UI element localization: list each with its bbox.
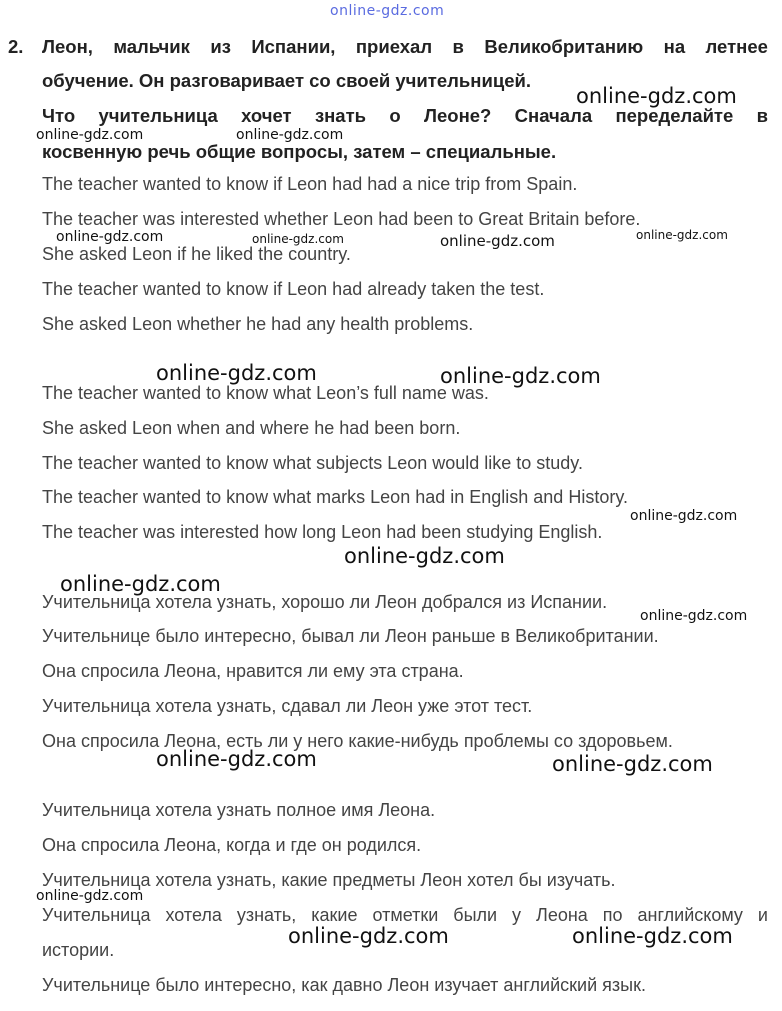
word: приехал bbox=[355, 36, 433, 57]
watermark: online-gdz.com bbox=[576, 84, 737, 108]
watermark: online-gdz.com bbox=[440, 364, 601, 388]
word: хочет bbox=[241, 105, 292, 126]
answer-line: She asked Leon if he liked the country. bbox=[42, 244, 351, 264]
watermark: online-gdz.com bbox=[288, 924, 449, 948]
translation-line: Учительнице было интересно, бывал ли Леон раньше в Великобритании. bbox=[42, 626, 659, 646]
word: учительница bbox=[98, 105, 218, 126]
word: Леона bbox=[536, 905, 588, 925]
word: по bbox=[602, 905, 623, 925]
watermark: online-gdz.com bbox=[156, 361, 317, 385]
word: хотела bbox=[165, 905, 222, 925]
translation-line: Она спросила Леона, есть ли у него какие-нибудь проблемы со здоровьем. bbox=[42, 731, 673, 751]
word: и bbox=[757, 905, 768, 925]
watermark: online-gdz.com bbox=[60, 572, 221, 596]
watermark: online-gdz.com bbox=[552, 752, 713, 776]
watermark: online-gdz.com bbox=[330, 3, 445, 19]
word: узнать, bbox=[236, 905, 297, 925]
word: Что bbox=[42, 105, 76, 126]
answer-line: The teacher wanted to know what marks Leon had in English and History. bbox=[42, 487, 628, 507]
word: были bbox=[453, 905, 498, 925]
word: английскому bbox=[637, 905, 743, 925]
word: мальчик bbox=[113, 36, 190, 57]
word: знать bbox=[314, 105, 367, 126]
translation-line: истории. bbox=[42, 940, 115, 960]
word: Сначала bbox=[514, 105, 593, 126]
task-line-4: косвенную речь общие вопросы, затем – специальные. bbox=[42, 141, 557, 162]
watermark: online-gdz.com bbox=[36, 888, 144, 904]
answer-line: The teacher wanted to know if Leon had already taken the test. bbox=[42, 279, 545, 299]
word: на bbox=[663, 36, 686, 57]
answer-line: She asked Leon when and where he had been born. bbox=[42, 418, 461, 438]
watermark: online-gdz.com bbox=[236, 127, 344, 143]
word: у bbox=[512, 905, 522, 925]
word: в bbox=[452, 36, 464, 57]
translation-line: Она спросила Леона, нравится ли ему эта страна. bbox=[42, 661, 464, 681]
translation-line: Учительница хотела узнать, сдавал ли Леон уже этот тест. bbox=[42, 696, 533, 716]
answer-line: The teacher wanted to know what Leon’s full name was. bbox=[42, 383, 489, 403]
word: Учительница bbox=[42, 905, 151, 925]
word: о bbox=[389, 105, 401, 126]
watermark: online-gdz.com bbox=[630, 508, 738, 524]
watermark: online-gdz.com bbox=[572, 924, 733, 948]
answer-line: The teacher was interested how long Leon had been studying English. bbox=[42, 522, 603, 542]
word: Испании, bbox=[251, 36, 336, 57]
task-line-2: обучение. Он разговаривает со своей учительницей. bbox=[42, 70, 531, 91]
task-number: 2. bbox=[8, 36, 24, 57]
word: летнее bbox=[705, 36, 768, 57]
translation-line: Учительница хотела узнать, хорошо ли Леон добрался из Испании. bbox=[42, 592, 608, 612]
translation-line: Она спросила Леона, когда и где он родился. bbox=[42, 835, 422, 855]
word: переделайте bbox=[615, 105, 734, 126]
word: из bbox=[210, 36, 231, 57]
task-line-1 bbox=[42, 36, 768, 58]
watermark: online-gdz.com bbox=[636, 228, 728, 242]
answer-line: The teacher was interested whether Leon had been to Great Britain before. bbox=[42, 209, 641, 229]
watermark: online-gdz.com bbox=[36, 127, 144, 143]
word: какие bbox=[311, 905, 358, 925]
translation-line: Учительнице было интересно, как давно Леон изучает английский язык. bbox=[42, 975, 646, 995]
word: отметки bbox=[372, 905, 439, 925]
watermark: online-gdz.com bbox=[440, 232, 555, 250]
watermark: online-gdz.com bbox=[344, 544, 505, 568]
watermark: online-gdz.com bbox=[156, 747, 317, 771]
word: Леоне? bbox=[424, 105, 492, 126]
word: Великобританию bbox=[484, 36, 644, 57]
answer-line: She asked Leon whether he had any health problems. bbox=[42, 314, 474, 334]
word: Леон, bbox=[42, 36, 93, 57]
task-line-3 bbox=[42, 105, 768, 127]
translation-line: Учительница хотела узнать, какие предметы Леон хотел бы изучать. bbox=[42, 870, 616, 890]
answer-line: The teacher wanted to know what subjects Leon would like to study. bbox=[42, 453, 583, 473]
watermark: online-gdz.com bbox=[640, 608, 748, 624]
watermark: online-gdz.com bbox=[56, 229, 164, 245]
watermark: online-gdz.com bbox=[252, 232, 344, 246]
word: в bbox=[756, 105, 768, 126]
translation-line bbox=[42, 905, 768, 926]
answer-line: The teacher wanted to know if Leon had had a nice trip from Spain. bbox=[42, 174, 578, 194]
translation-line: Учительница хотела узнать полное имя Леона. bbox=[42, 800, 436, 820]
